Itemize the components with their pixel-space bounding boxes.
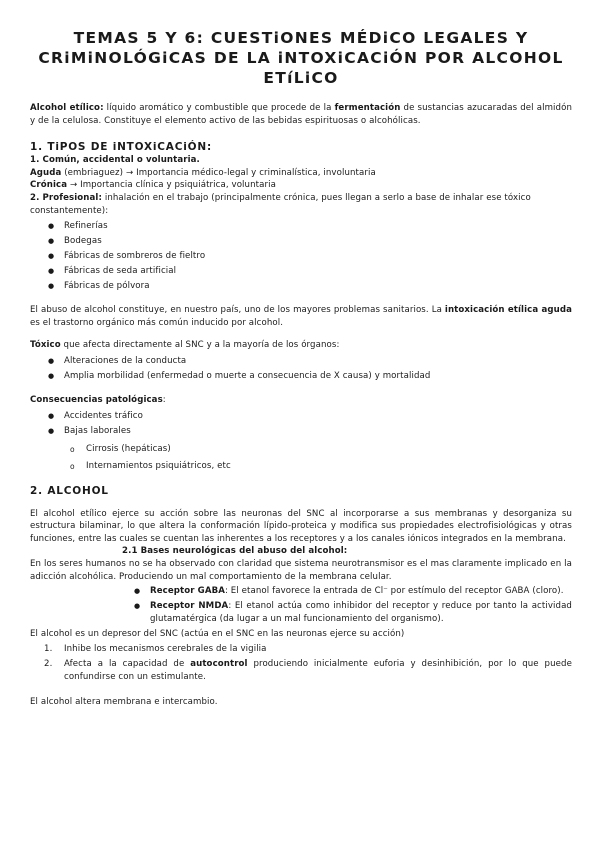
cronica-text: → Importancia clínica y psiquiátrica, voluntaria xyxy=(67,180,276,191)
consequences-list xyxy=(30,409,572,439)
list-item: ● Bajas laborales xyxy=(48,424,572,439)
aguda-line xyxy=(30,167,572,180)
list-item xyxy=(134,585,572,598)
title-line-2: CRiMiNOLÓGiCAS DE LA iNTOXiCACiÓN POR ALCOHOL xyxy=(38,49,564,67)
intro-term-fermentacion: fermentación xyxy=(334,103,401,113)
section-1-heading: 1. TiPOS DE iNTOXiCACiÓN: xyxy=(30,141,212,154)
section-2-heading: 2. ALCOHOL xyxy=(30,484,109,497)
effect-text-post: produciendo inicialmente euforia y desinhibición, por lo que puede confundirse con un estimulante. xyxy=(64,658,572,682)
profesional-text: inhalación en el trabajo (principalmente crónica, pues llegan a serlo a base de inhalar ese tóxico constantemente): xyxy=(30,192,531,216)
aguda-text: (embriaguez) → Importancia médico-legal y criminalística, involuntaria xyxy=(61,167,376,178)
page-title xyxy=(30,28,572,88)
consequences-sublist xyxy=(30,441,572,475)
list-number: 2. xyxy=(44,658,53,669)
list-item: ● Alteraciones de la conducta xyxy=(48,354,572,369)
section-2-1-paragraph: En los seres humanos no se ha observado con claridad que sistema neurotransmisor es el mas claramente implicado en la adicción alcohólica. Produciendo un mal comportamiento de la membrana celular. xyxy=(30,558,572,582)
abuse-term: intoxicación etílica aguda xyxy=(444,305,572,316)
abuse-text-1: El abuso de alcohol constituye, en nuestro país, uno de los mayores problemas sanitarios. La xyxy=(30,305,445,316)
list-item: ● Accidentes tráfico xyxy=(48,409,572,424)
receptor-nmda-term: Receptor NMDA xyxy=(150,601,229,612)
list-item: ● Fábricas de sombreros de fieltro xyxy=(48,249,572,264)
section-2-1-heading: 2.1 Bases neurológicas del abuso del alcohol: xyxy=(122,546,348,557)
aguda-term: Aguda xyxy=(30,167,62,178)
list-item xyxy=(44,658,572,684)
intro-paragraph xyxy=(30,102,572,127)
intro-text-2: de sustancias azucaradas del almidón y de la celulosa. Constituye el elemento activo de las bebidas espirituosas o alcohólicas. xyxy=(30,103,572,126)
list-number: 1. xyxy=(44,643,53,654)
list-item xyxy=(134,600,572,626)
cronica-term: Crónica xyxy=(30,180,68,191)
receptor-nmda-text: : El etanol actúa como inhibidor del receptor y reduce por tanto la actividad glutamatérgica (da lugar a un mal funcionamiento del organismo). xyxy=(150,601,572,625)
section-1-item-1-heading: 1. Común, accidental o voluntaria. xyxy=(30,155,200,166)
list-item: ● Amplia morbilidad (enfermedad o muerte a consecuencia de X causa) y mortalidad xyxy=(48,369,572,384)
title-line-1: TEMAS 5 Y 6: CUESTiONES MÉDiCO LEGALES Y xyxy=(73,29,529,47)
autocontrol-term: autocontrol xyxy=(190,658,248,669)
depresor-line: El alcohol es un depresor del SNC (actúa en el SNC en las neuronas ejerce su acción) xyxy=(30,629,405,640)
receptor-list xyxy=(30,585,572,626)
list-item xyxy=(44,643,572,656)
toxico-term: Tóxico xyxy=(30,340,61,351)
abuse-text-2: es el trastorno orgánico más común inducido por alcohol. xyxy=(30,317,284,328)
profesional-line xyxy=(30,192,572,217)
toxico-line xyxy=(30,339,572,352)
list-item: ● Refinerías xyxy=(48,219,572,234)
list-item: ● Bodegas xyxy=(48,234,572,249)
effect-text: Afecta a la capacidad de xyxy=(64,658,191,669)
consequences-heading: Consecuencias patológicas xyxy=(30,394,163,405)
toxico-text: que afecta directamente al SNC y a la mayoría de los órganos: xyxy=(60,340,340,351)
list-item: ● Fábricas de pólvora xyxy=(48,279,572,294)
cronica-line xyxy=(30,179,572,192)
list-item: ● Fábricas de seda artificial xyxy=(48,264,572,279)
closing-line: El alcohol altera membrana e intercambio. xyxy=(30,696,218,707)
receptor-gaba-term: Receptor GABA xyxy=(150,586,225,597)
toxico-list xyxy=(30,354,572,384)
receptor-gaba-text: : El etanol favorece la entrada de Cl⁻ por estímulo del receptor GABA (cloro). xyxy=(224,586,564,597)
list-item: o Cirrosis (hepáticas) xyxy=(70,441,572,458)
intro-text-1: líquido aromático y combustible que procede de la xyxy=(103,103,335,113)
profesional-list xyxy=(30,219,572,294)
list-item: o Internamientos psiquiátricos, etc xyxy=(70,458,572,475)
consequences-colon: : xyxy=(162,394,166,405)
consequences-heading-line xyxy=(30,394,572,407)
abuse-paragraph xyxy=(30,304,572,329)
title-line-3: ETíLiCO xyxy=(263,69,339,87)
profesional-label: 2. Profesional: xyxy=(30,192,103,203)
effects-list xyxy=(30,643,572,684)
effect-text: Inhibe los mecanismos cerebrales de la vigilia xyxy=(64,643,267,654)
intro-term: Alcohol etílico: xyxy=(30,103,104,113)
section-2-paragraph: El alcohol etílico ejerce su acción sobre las neuronas del SNC al incorporarse a sus membranas y desorganiza su estructura bilaminar, lo que altera la conformación lípido-proteica y modifica sus propiedades electrofisiológicas y otras funciones, entre las cuales se cuentan las inherentes a los receptores y a los canales iónicos integrados en la membrana. xyxy=(30,508,572,544)
